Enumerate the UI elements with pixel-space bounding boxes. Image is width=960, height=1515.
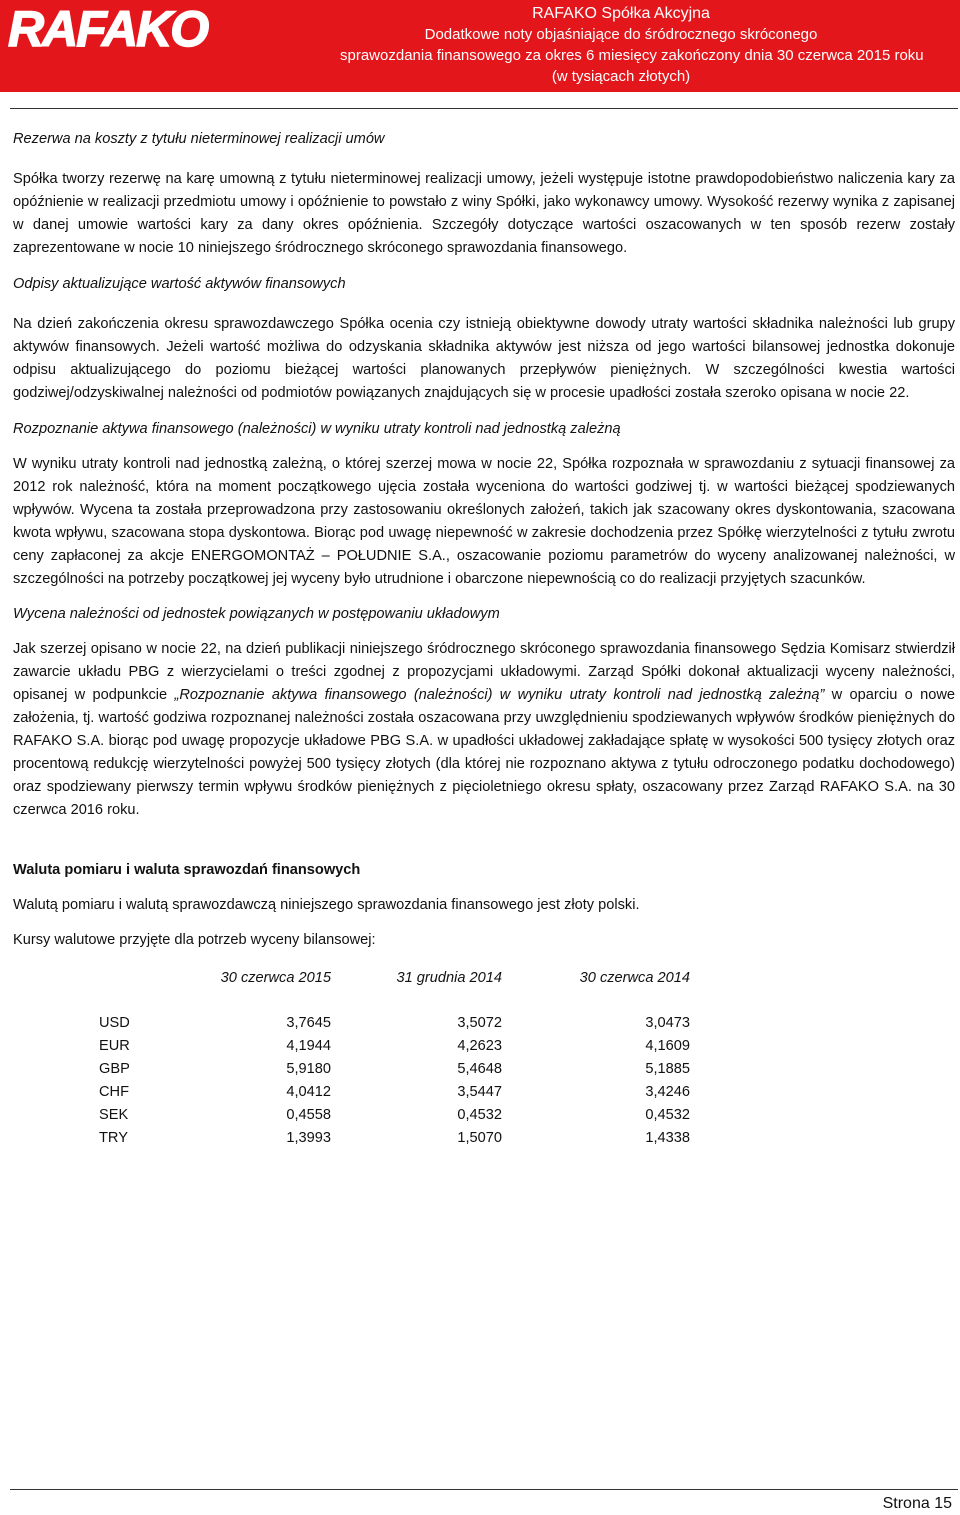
section-text-currency: Walutą pomiaru i walutą sprawozdawczą niniejszego sprawozdania finansowego jest złoty polski. bbox=[13, 897, 640, 913]
fx-rate-value: 5,4648 bbox=[457, 1061, 502, 1077]
table-row bbox=[99, 1127, 690, 1150]
fx-header-col-1: 30 czerwca 2015 bbox=[220, 970, 331, 986]
table-row bbox=[99, 990, 690, 1035]
table-row bbox=[99, 1081, 690, 1104]
document-body bbox=[13, 128, 955, 1150]
section-title-provisions: Rezerwa na koszty z tytułu nieterminowej realizacji umów bbox=[13, 131, 385, 147]
fx-rate-value: 4,1609 bbox=[645, 1038, 690, 1054]
fx-currency-code: EUR bbox=[99, 1038, 130, 1054]
footer-divider bbox=[10, 1489, 958, 1490]
section-text-receivables-valuation bbox=[13, 638, 955, 822]
fx-rate-value: 5,9180 bbox=[286, 1061, 331, 1077]
fx-rates-table bbox=[99, 967, 690, 1150]
page-number: Strona 15 bbox=[882, 1495, 952, 1512]
fx-rate-value: 0,4532 bbox=[645, 1107, 690, 1123]
section-title-financial-asset: Rozpoznanie aktywa finansowego (należności) w wyniku utraty kontroli nad jednostką zależną bbox=[13, 421, 621, 437]
fx-currency-code: CHF bbox=[99, 1084, 129, 1100]
fx-currency-code: USD bbox=[99, 1015, 130, 1031]
fx-rate-value: 3,7645 bbox=[286, 1015, 331, 1031]
section-title-currency: Waluta pomiaru i waluta sprawozdań finansowych bbox=[13, 862, 361, 878]
fx-table-header-row bbox=[99, 967, 690, 990]
section-text-part-b: w oparciu o nowe założenia, tj. wartość godziwa rozpoznanej należności została oszacowana przy uwzględnieniu spodziewanych wpływów środków pieniężnych do RAFAKO S.A. biorąc pod uwagę propozycje układowe PBG S.A. w upadłości układowej zakładające spłatę w wysokości 500 tysięcy złotych oraz procentową redukcję wierzytelności powyżej 500 tysięcy złotych (dla której nie rozpoznano aktywa z tytułu odroczonego podatku dochodowego) oraz spodziewany pierwszy termin wpływu środków pieniężnych z pięcioletniego okresu spłaty, oszacowany przez Zarząd RAFAKO S.A. na 30 czerwca 2016 roku. bbox=[13, 687, 955, 818]
header-divider bbox=[10, 108, 958, 109]
fx-rate-value: 3,5447 bbox=[457, 1084, 502, 1100]
section-text-impairment: Na dzień zakończenia okresu sprawozdawczego Spółka ocenia czy istnieją obiektywne dowody utraty wartości składnika należności lub grupy aktywów finansowych. Jeżeli wartość możliwa do odzyskania składnika aktywów jest niższa od jego wartości bilansowej jednostka dokonuje odpisu aktualizującego do poziomu bieżącej wartości planowanych przepływów pieniężnych. W szczególności kwestia wartości godziwej/odzyskiwalnej należności od podmiotów powiązanych znajdujących się w procesie upadłości została szeroko opisana w nocie 22. bbox=[13, 316, 955, 401]
fx-rate-value: 5,1885 bbox=[645, 1061, 690, 1077]
fx-rate-value: 1,4338 bbox=[645, 1130, 690, 1146]
fx-rate-value: 0,4532 bbox=[457, 1107, 502, 1123]
section-text-fx-rates: Kursy walutowe przyjęte dla potrzeb wyceny bilansowej: bbox=[13, 932, 376, 948]
fx-currency-code: GBP bbox=[99, 1061, 130, 1077]
section-text-quote: „Rozpoznanie aktywa finansowego (należności) w wyniku utraty kontroli nad jednostką zależną” bbox=[174, 687, 825, 703]
section-text-provisions: Spółka tworzy rezerwę na karę umowną z tytułu nieterminowej realizacji umowy, jeżeli występuje istotne prawdopodobieństwo naliczenia kary za opóźnienie w realizacji przedmiotu umowy i opóźnienie to powstało z winy Spółki, jako wykonawcy umowy. Wysokość rezerwy wynika z zapisanej w danej umowie wartości kary za dany okres opóźnienia. Szczegóły dotyczące wartości oszacowanych w ten sposób rezerw zostały zaprezentowane w nocie 10 niniejszego śródrocznego skróconego sprawozdania finansowego. bbox=[13, 171, 955, 256]
report-subtitle-1: Dodatkowe noty objaśniające do śródrocznego skróconego bbox=[424, 26, 818, 43]
table-row bbox=[99, 1104, 690, 1127]
fx-rate-value: 4,2623 bbox=[457, 1038, 502, 1054]
rafako-logo bbox=[6, 1, 208, 57]
section-text-financial-asset: W wyniku utraty kontroli nad jednostką zależną, o której szerzej mowa w nocie 22, Spółka rozpoznała w sprawozdaniu z sytuacji finansowej za 2012 rok należność, która na moment początkowego ujęcia została wyceniona do wartości godziwej tj. w wartości bieżącej spodziewanych wpływów. Wycena ta została przeprowadzona przy zastosowaniu określonych założeń, takich jak szacowany okres dyskontowania, szacowana kwota wpływu, szacowana stopa dyskontowa. Biorąc pod uwagę niepewność w zakresie dochodzenia przez Spółkę wierzytelności z tytułu zwrotu ceny zapłaconej za akcje ENERGOMONTAŻ – POŁUDNIE S.A., oszacowanie poziomu parametrów do wyceny analizowanej należności, w szczególności na potrzeby początkowej jej wyceny było utrudnione i obarczone niepewnością co do realizacji przyjętych szacunków. bbox=[13, 456, 955, 587]
fx-header-col-2: 31 grudnia 2014 bbox=[396, 970, 502, 986]
fx-rate-value: 3,0473 bbox=[645, 1015, 690, 1031]
fx-rate-value: 4,1944 bbox=[286, 1038, 331, 1054]
fx-rate-value: 4,0412 bbox=[286, 1084, 331, 1100]
fx-rate-value: 3,5072 bbox=[457, 1015, 502, 1031]
fx-currency-code: TRY bbox=[99, 1130, 128, 1146]
fx-header-currency bbox=[99, 967, 143, 990]
section-title-receivables-valuation: Wycena należności od jednostek powiązanych w postępowaniu układowym bbox=[13, 606, 500, 622]
section-text-part-a: Jak szerzej opisano w nocie 22, na dzień publikacji niniejszego śródrocznego skróconego sprawozdania finansowego Sędzia Komisarz stwierdził zawarcie układu PBG z wierzycielami o treści zgodnej z propozycjami układowymi. Zarząd Spółki dokonał aktualizacji wyceny należności, opisanej w podpunkcie bbox=[13, 641, 955, 703]
fx-rate-value: 1,5070 bbox=[457, 1130, 502, 1146]
section-title-impairment: Odpisy aktualizujące wartość aktywów finansowych bbox=[13, 276, 346, 292]
fx-rate-value: 1,3993 bbox=[286, 1130, 331, 1146]
fx-header-col-3: 30 czerwca 2014 bbox=[579, 970, 690, 986]
fx-rate-value: 3,4246 bbox=[645, 1084, 690, 1100]
currency-note: (w tysiącach złotych) bbox=[551, 68, 691, 85]
fx-rate-value: 0,4558 bbox=[286, 1107, 331, 1123]
report-subtitle-2: sprawozdania finansowego za okres 6 miesięcy zakończony dnia 30 czerwca 2015 roku bbox=[340, 47, 924, 64]
table-row bbox=[99, 1035, 690, 1058]
company-name: RAFAKO Spółka Akcyjna bbox=[532, 5, 710, 22]
fx-currency-code: SEK bbox=[99, 1107, 129, 1123]
svg-text:RAFAKO: RAFAKO bbox=[8, 1, 208, 57]
table-row bbox=[99, 1058, 690, 1081]
